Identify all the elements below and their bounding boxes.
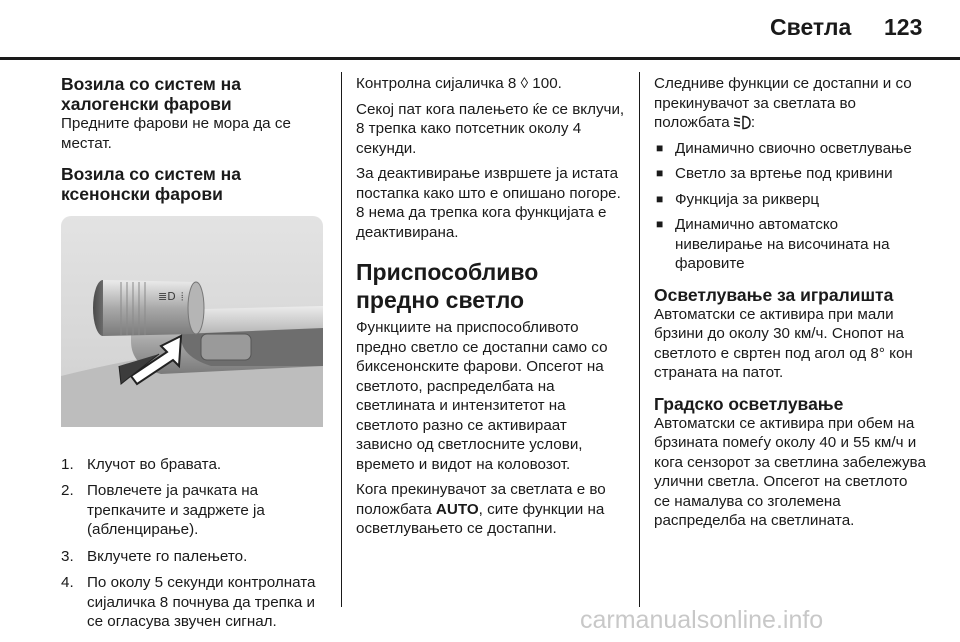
list-item: ■ Динамично свиочно осветлување — [656, 139, 912, 157]
list-item: ■ Динамично автоматско нивелирање на височината на фаровите — [656, 216, 890, 272]
heading-playground-lighting: Осветлување за игралишта — [654, 284, 894, 305]
heading-adaptive-light: Приспособливо предно светло — [356, 259, 539, 313]
heading-xenon: Возила со систем на ксенонски фарови — [61, 164, 241, 204]
paragraph-adaptive-functions: Функциите на приспособливото предно светло се достапни само со биксенонските фарови. Опсегот на светлото, распределбата на светлината и интензитетот на светлото разно се активираат зависно од светлосните услови, времето и видот на коловозот. — [356, 319, 608, 473]
paragraph-halogen: Предните фарови не мора да се местат. — [61, 115, 291, 152]
watermark: carmanualsonline.info — [580, 606, 824, 634]
bullet-icon: ■ — [656, 140, 664, 155]
auto-label: AUTO — [435, 500, 479, 518]
svg-text:≣D: ≣D — [158, 290, 176, 303]
paragraph-reminder: Секој пат кога палењето ќе се вклучи, 8 трепка како потсетник околу 4 секунди. — [356, 100, 625, 157]
paragraph-auto: Кога прекинувачот за светлата е во положбата AUTO, сите функции на осветлувањето се достапни. — [356, 481, 606, 537]
list-item: 3. Вклучете го палењето. — [61, 547, 248, 565]
list-item: ■ Функција за рикверц — [656, 190, 820, 208]
list-item: 2. Повлечете ја рачката на трепкачите и задржете ја (абленцирање). — [61, 482, 265, 538]
paragraph-playground-lighting: Автоматски се активира при мали брзини до околу 30 км/ч. Снопот на светлото е свртен под агол од 8° кон страната на патот. — [654, 305, 913, 381]
paragraph-control-lamp: Контролна сијаличка 8 ◊ 100. — [356, 75, 562, 92]
bullet-icon: ■ — [656, 166, 664, 180]
heading-halogen: Возила со систем на халогенски фарови — [61, 74, 241, 114]
headlight-lever-illustration — [61, 216, 323, 427]
column-3 — [654, 74, 926, 537]
bullet-icon: ■ — [656, 191, 664, 206]
low-beam-icon — [734, 115, 751, 130]
header-rule — [0, 57, 960, 60]
paragraph-city-lighting: Автоматски се активира при обем на брзината помеѓу околу 40 и 55 км/ч и кога сензорот за светлина забележува улични светла. Опсегот на светлото се намалува со зголемена распределба на светлината. — [654, 414, 926, 529]
column-divider-1 — [341, 72, 342, 607]
column-divider-2 — [639, 72, 640, 607]
column-2 — [356, 74, 626, 545]
list-item: ■ Светло за вртење под кривини — [656, 165, 893, 182]
paragraph-switch-position: Следниве функции се достапни и со прекинувачот за светлата во положбата : — [654, 75, 912, 131]
heading-city-lighting: Градско осветлување — [654, 393, 844, 414]
paragraph-deactivate: За деактивирање извршете ја истата постапка како што е опишано погоре. 8 нема да трепка кога функцијата е деактивирана. — [356, 165, 621, 241]
list-item: 4. По околу 5 секунди контролната сијаличка 8 почнува да трепка и се огласува звучен сигнал. — [61, 574, 316, 630]
list-item: 1. Клучот во бравата. — [61, 455, 222, 473]
column-1 — [61, 74, 329, 639]
svg-text:⦙: ⦙ — [181, 290, 184, 303]
functions-list — [654, 139, 926, 274]
page-header-title: Светла — [770, 14, 852, 40]
bullet-icon: ■ — [656, 217, 664, 231]
steps-list — [61, 455, 329, 632]
page-number: 123 — [884, 14, 923, 40]
